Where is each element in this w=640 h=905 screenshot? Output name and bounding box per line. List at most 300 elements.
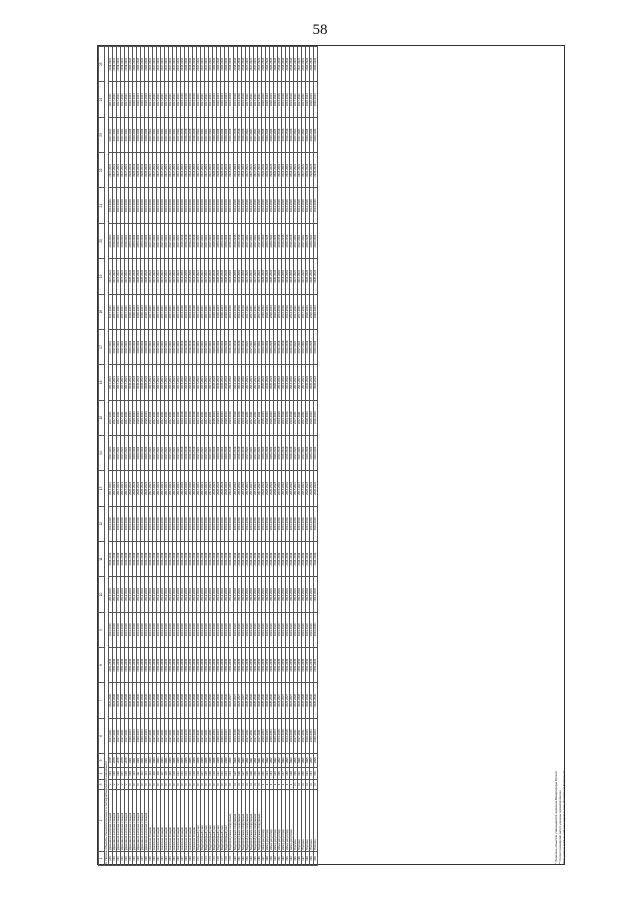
period-cell: 2020-2024 [133,365,137,400]
row-number: 195 [293,852,297,866]
period-cell: 2014-2016 [285,541,289,576]
period-cell: 2017-2021 [121,365,125,400]
period-cell: 2017-2021 [173,47,177,82]
period-cell: 2017-2021 [205,471,209,506]
period-cell: 2014-2016 [253,577,257,612]
period-cell: 2014-2016 [189,153,193,188]
object-id: 121 [177,768,181,780]
period-cell: 2014-2016 [153,612,157,647]
object-class: IV [225,780,229,790]
period-cell: 2041-2045 [265,647,269,682]
object-name: Насосная станция [177,790,181,852]
commission-year: 1984 [165,754,169,768]
period-cell: 2014-2016 [217,506,221,541]
period-cell: 2017-2021 [301,259,305,294]
row-number: 177 [221,852,225,866]
column-number: 13 [99,471,105,506]
period-cell: 2014-2016 [229,117,233,152]
period-cell: 2014-2016 [181,223,185,258]
object-id: 155 [313,768,317,780]
period-cell: 2017-2021 [201,259,205,294]
period-cell: 2017-2021 [113,435,117,470]
period-cell: 2017-2021 [253,117,257,152]
period-cell: 2020-2024 [217,400,221,435]
period-cell: 2014-2016 [189,188,193,223]
commission-year: 1988 [205,754,209,768]
period-cell: 2014-2016 [233,471,237,506]
period-cell: 2017-2021 [293,329,297,364]
period-cell: 2024-2028 [161,683,165,718]
period-cell: 2014-2016 [269,506,273,541]
period-cell: 2020-2024 [269,400,273,435]
object-class: IV [197,780,201,790]
period-cell: 2017-2021 [157,153,161,188]
period-cell: 2014-2016 [125,541,129,576]
period-cell: 2017-2021 [177,329,181,364]
period-cell: 2017-2021 [293,435,297,470]
period-cell: 2020-2024 [129,294,133,329]
commission-year: 1990 [237,754,241,768]
period-cell: 2014-2016 [229,612,233,647]
period-cell: 2017-2021 [169,223,173,258]
period-cell: 2017-2021 [197,259,201,294]
period-cell: 2014-2016 [245,541,249,576]
period-cell: 2017-2021 [201,435,205,470]
period-cell: 2017-2021 [209,400,213,435]
object-id: 151 [297,768,301,780]
period-cell: 2017-2021 [165,117,169,152]
period-cell: 2020-2024 [221,718,225,753]
period-cell: 2017-2021 [117,153,121,188]
period-cell: 2014-2016 [277,365,281,400]
row-number: 187 [261,852,265,866]
period-cell: 2023-2027 [277,683,281,718]
period-cell: 2041-2045 [269,647,273,682]
column-number: 9 [99,612,105,647]
period-cell: 2020-2024 [137,117,141,152]
period-cell: 2020-2024 [313,365,317,400]
period-cell: 2020-2024 [217,82,221,117]
period-cell: 2020-2024 [265,259,269,294]
object-name: Шлюз-регулятор [265,790,269,852]
row-number: 192 [281,852,285,866]
period-cell: 2020-2024 [137,153,141,188]
period-cell: 2014-2016 [285,506,289,541]
period-cell: 2014-2016 [265,577,269,612]
period-cell: 2014-2016 [281,506,285,541]
period-cell: 2017-2021 [177,223,181,258]
period-cell: 2020-2024 [141,294,145,329]
period-cell: 2014-2016 [281,259,285,294]
period-cell: 2017-2021 [249,718,253,753]
period-cell: 2014-2016 [285,365,289,400]
period-cell: 2020-2024 [217,223,221,258]
period-cell: 2017-2021 [197,82,201,117]
period-cell: 2017-2021 [109,718,113,753]
period-cell: 2014-2016 [213,612,217,647]
period-cell: 2014-2016 [241,541,245,576]
period-cell: 2017-2021 [177,47,181,82]
period-cell: 2014-2016 [157,612,161,647]
row-number: 151 [117,852,121,866]
row-number: 199 [309,852,313,866]
period-cell: 2014-2016 [289,577,293,612]
period-cell: 2017-2021 [205,294,209,329]
period-cell: 2014-2016 [213,577,217,612]
period-cell: 2017-2021 [121,259,125,294]
period-cell: 2017-2021 [161,153,165,188]
commission-year: 1992 [265,754,269,768]
object-class: IV [209,780,213,790]
period-cell: 2017-2021 [257,400,261,435]
object-class: II [261,780,265,790]
commission-year: 1992 [269,754,273,768]
period-cell: 2017-2021 [109,471,113,506]
period-cell: 2017-2021 [297,435,301,470]
period-cell: 2024-2028 [197,683,201,718]
row-number: 167 [181,852,185,866]
period-cell: 2020-2024 [305,400,309,435]
period-cell: 2017-2021 [165,718,169,753]
period-cell: 2020-2024 [217,117,221,152]
period-cell: 2024-2028 [169,683,173,718]
period-cell: 2023-2027 [233,683,237,718]
period-cell: 2014-2016 [313,577,317,612]
period-cell: 2041-2045 [109,647,113,682]
period-cell: 2014-2016 [125,188,129,223]
period-cell: 2020-2024 [261,471,265,506]
period-cell: 2014-2016 [261,577,265,612]
period-cell: 2020-2024 [225,435,229,470]
row-number: 168 [185,852,189,866]
period-cell: 2014-2016 [241,400,245,435]
period-cell: 2014-2016 [241,718,245,753]
period-cell: 2041-2045 [261,647,265,682]
period-cell: 2014-2016 [109,577,113,612]
period-cell: 2017-2021 [293,471,297,506]
object-class: II [277,780,281,790]
period-cell: 2041-2045 [113,647,117,682]
object-id: 134 [229,768,233,780]
period-cell: 2017-2021 [157,435,161,470]
period-cell: 2014-2016 [293,612,297,647]
schedule-table [98,46,318,866]
column-number: 11 [99,541,105,576]
object-class: III [305,780,309,790]
period-cell: 2019-2021 [121,47,125,82]
period-cell: 2017-2021 [161,471,165,506]
period-cell: 2014-2016 [229,259,233,294]
object-name: Насосная станция [193,790,197,852]
period-cell: 2020-2024 [133,47,137,82]
period-cell: 2017-2021 [205,435,209,470]
period-cell: 2017-2021 [121,82,125,117]
object-id: 137 [241,768,245,780]
period-cell: 2017-2021 [169,435,173,470]
object-id: 153 [305,768,309,780]
commission-year: 1984 [177,754,181,768]
object-id: 150 [293,768,297,780]
period-cell: 2017-2021 [165,365,169,400]
period-cell: 2017-2021 [157,400,161,435]
period-cell: 2020-2024 [137,365,141,400]
period-cell: 2017-2021 [169,153,173,188]
period-cell: 2020-2024 [221,223,225,258]
column-number: 21 [99,188,105,223]
row-number: 193 [285,852,289,866]
period-cell: 2014-2016 [129,612,133,647]
period-cell: 2020-2024 [225,259,229,294]
period-cell: 2026-2030 [273,683,277,718]
period-cell: 2017-2021 [161,365,165,400]
object-class: III [313,780,317,790]
period-cell: 2020-2024 [129,153,133,188]
commission-year: 1991 [253,754,257,768]
period-cell: 2014-2016 [165,506,169,541]
period-cell: 2020-2024 [261,365,265,400]
object-name: Водозаборный узел [201,790,205,852]
period-cell: 2014-2016 [205,541,209,576]
period-cell: 2020-2024 [269,294,273,329]
commission-year: 1995 [313,754,317,768]
period-cell: 2020-2024 [225,117,229,152]
period-cell: 2014-2016 [201,188,205,223]
period-cell: 2020-2024 [217,471,221,506]
period-cell: 2014-2016 [173,612,177,647]
period-cell: 2014-2016 [225,541,229,576]
period-cell: 2041-2045 [233,647,237,682]
period-cell: 2014-2016 [281,435,285,470]
period-cell: 2014-2016 [301,506,305,541]
row-number: 182 [241,852,245,866]
row-number: 166 [177,852,181,866]
period-cell: 2017-2021 [153,365,157,400]
period-cell: 2017-2021 [125,435,129,470]
period-cell: 2020-2024 [141,329,145,364]
period-cell: 2017-2021 [125,329,129,364]
period-cell: 2014-2016 [181,718,185,753]
period-cell: 2014-2016 [181,365,185,400]
column-number: 8 [99,647,105,682]
object-name: Водозаборный узел [217,790,221,852]
period-cell: 2014-2016 [189,435,193,470]
period-cell: 2020-2024 [137,82,141,117]
object-name: Насосная станция [157,790,161,852]
period-cell: 2014-2016 [117,506,121,541]
period-cell: 2020-2024 [309,294,313,329]
period-cell: 2014-2016 [149,541,153,576]
period-cell: 2017-2021 [205,365,209,400]
period-cell: 2014-2016 [189,718,193,753]
period-cell: 2014-2016 [181,47,185,82]
period-cell: 2041-2045 [245,647,249,682]
period-cell: 2014-2016 [285,294,289,329]
object-name: Водозаборный узел [209,790,213,852]
period-cell: 2017-2021 [257,117,261,152]
period-cell: 2014-2016 [281,718,285,753]
period-cell: 2017-2021 [169,259,173,294]
period-cell: 2017-2021 [205,82,209,117]
object-class: III [229,780,233,790]
period-cell: 2020-2024 [221,47,225,82]
period-cell: 2017-2021 [201,329,205,364]
row-number: 171 [197,852,201,866]
period-cell: 2017-2021 [173,471,177,506]
period-cell: 2014-2016 [185,471,189,506]
object-id: 123 [185,768,189,780]
period-cell: 2026-2030 [221,683,225,718]
period-cell: 2014-2016 [181,188,185,223]
period-cell: 2017-2021 [297,718,301,753]
period-cell: 2024-2028 [297,683,301,718]
period-cell: 2017-2021 [297,259,301,294]
period-cell: 2020-2024 [213,153,217,188]
period-cell: 2014-2016 [185,541,189,576]
period-cell: 2014-2016 [277,294,281,329]
period-cell: 2017-2021 [153,82,157,117]
period-cell: 2020-2024 [309,435,313,470]
period-cell: 2014-2016 [277,471,281,506]
period-cell: 2014-2016 [201,506,205,541]
period-cell: 2020-2024 [145,82,149,117]
period-cell: 2020-2024 [129,718,133,753]
period-cell: 2017-2021 [149,718,153,753]
period-cell: 2017-2021 [205,259,209,294]
period-cell: 2020-2024 [269,259,273,294]
period-cell: 2017-2021 [117,400,121,435]
period-cell: 2020-2024 [309,153,313,188]
period-cell: 2020-2024 [213,365,217,400]
period-cell: 2020-2024 [261,82,265,117]
period-cell: 2014-2016 [113,577,117,612]
period-cell: 2014-2016 [289,400,293,435]
section-header: II. Прочие объекты технологического и эксплуатационного назначения [105,47,109,866]
commission-year: 1989 [225,754,229,768]
period-cell: 2014-2016 [133,612,137,647]
period-cell: 2014-2016 [289,612,293,647]
period-cell: 2017-2021 [125,294,129,329]
period-cell: 2020-2024 [305,294,309,329]
period-cell: 2024-2028 [125,683,129,718]
period-cell: 2020-2024 [309,47,313,82]
period-cell: 2014-2016 [277,153,281,188]
period-cell: 2017-2021 [165,471,169,506]
period-cell: 2014-2016 [133,506,137,541]
column-number: 12 [99,506,105,541]
period-cell: 2017-2021 [245,718,249,753]
period-cell: 2017-2021 [177,259,181,294]
period-cell: 2014-2016 [181,612,185,647]
period-cell: 2014-2016 [185,365,189,400]
period-cell: 2017-2021 [153,329,157,364]
period-cell: 2014-2016 [293,188,297,223]
period-cell: 2017-2021 [197,117,201,152]
period-cell: 2017-2021 [301,471,305,506]
period-cell: 2020-2024 [141,400,145,435]
period-cell: 2017-2021 [109,294,113,329]
period-cell: 2014-2016 [117,188,121,223]
period-cell: 2017-2021 [117,294,121,329]
period-cell: 2017-2021 [109,365,113,400]
period-cell: 2017-2021 [257,471,261,506]
period-cell: 2014-2016 [193,329,197,364]
period-cell: 2014-2016 [305,188,309,223]
object-class: III [257,780,261,790]
period-cell: 2017-2021 [257,329,261,364]
column-number: 18 [99,294,105,329]
period-cell: 2041-2045 [249,647,253,682]
object-name: Дренажная насосная станция [129,790,133,852]
period-cell: 2017-2021 [245,47,249,82]
period-cell: 2014-2016 [273,541,277,576]
period-cell: 2017-2021 [165,223,169,258]
period-cell: 2014-2016 [181,259,185,294]
period-cell: 2014-2016 [109,541,113,576]
period-cell: 2041-2045 [161,647,165,682]
period-cell: 2020-2024 [313,47,317,82]
period-cell: 2020-2024 [305,718,309,753]
period-cell: 2014-2016 [225,188,229,223]
commission-year: 1981 [129,754,133,768]
period-cell: 2020-2024 [273,365,277,400]
period-cell: 2017-2021 [249,294,253,329]
period-cell: 2014-2016 [205,612,209,647]
period-cell: 2014-2016 [233,435,237,470]
period-cell: 2014-2016 [285,223,289,258]
period-cell: 2014-2016 [157,541,161,576]
period-cell: 2017-2021 [153,47,157,82]
commission-year: 1993 [285,754,289,768]
period-cell: 2014-2016 [229,577,233,612]
period-cell: 2014-2016 [273,577,277,612]
object-class: IV [169,780,173,790]
period-cell: 2014-2016 [237,223,241,258]
object-class: IV [193,780,197,790]
object-id: 145 [273,768,277,780]
period-cell: 2020-2024 [129,471,133,506]
period-cell: 2014-2016 [245,612,249,647]
period-cell: 2014-2016 [137,541,141,576]
period-cell: 2014-2016 [277,188,281,223]
object-name: Шлюз-регулятор [285,790,289,852]
period-cell: 2017-2021 [253,718,257,753]
column-number: 2 [99,790,105,852]
period-cell: 2017-2021 [153,718,157,753]
commission-year: 1995 [305,754,309,768]
period-cell: 2014-2016 [237,188,241,223]
period-cell: 2017-2021 [161,329,165,364]
period-cell: 2017-2021 [113,365,117,400]
period-cell: 2014-2016 [185,718,189,753]
period-cell: 2041-2045 [277,647,281,682]
period-cell: 2014-2016 [177,506,181,541]
period-cell: 2017-2021 [117,435,121,470]
period-cell: 2020-2024 [225,718,229,753]
object-id: 135 [233,768,237,780]
period-cell: 2014-2016 [217,577,221,612]
period-cell: 2017-2021 [253,400,257,435]
row-number: 161 [157,852,161,866]
period-cell: 2017-2021 [149,259,153,294]
period-cell: 2017-2021 [301,365,305,400]
period-cell: 2014-2016 [289,259,293,294]
period-cell: 2014-2016 [173,188,177,223]
object-id: 132 [221,768,225,780]
period-cell: 2017-2021 [169,329,173,364]
object-name: Водопропускное сооружение [245,790,249,852]
period-cell: 2020-2024 [129,365,133,400]
period-cell: 2014-2016 [141,577,145,612]
